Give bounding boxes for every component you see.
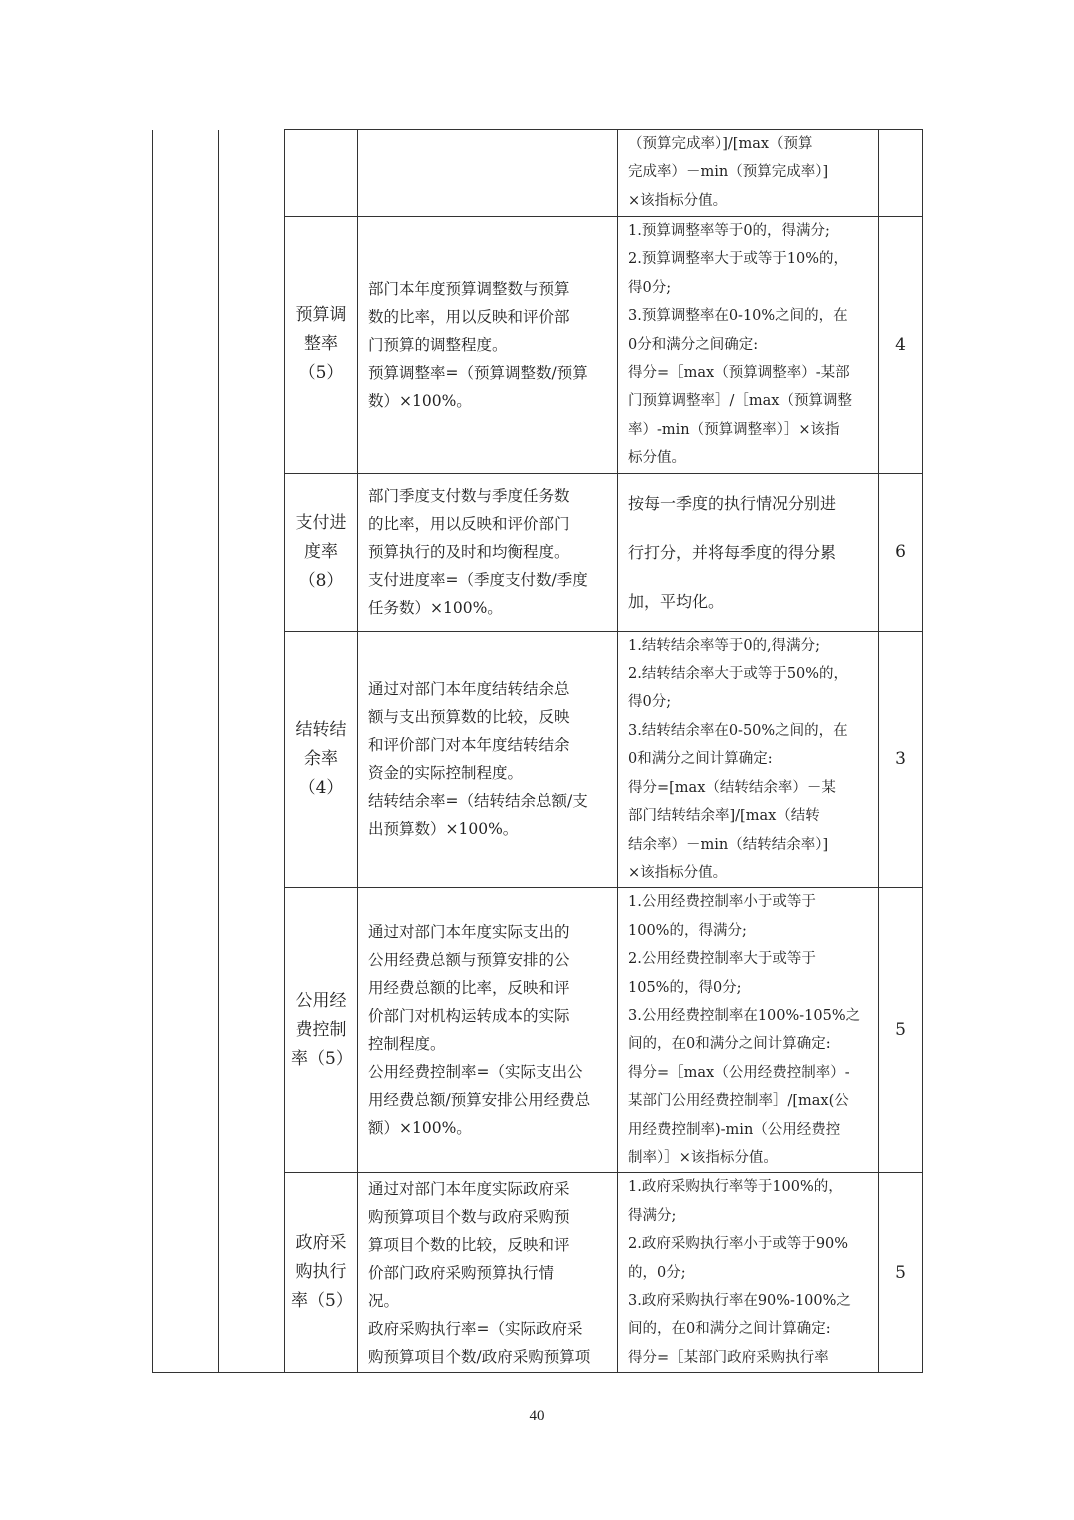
scoring-rule-cell bbox=[618, 1173, 879, 1373]
text-line: ×该指标分值。 bbox=[628, 864, 728, 881]
text-line: 政府采 bbox=[295, 1233, 347, 1254]
text-line: 况。 bbox=[368, 1291, 400, 1310]
text-line: ×该指标分值。 bbox=[628, 192, 728, 209]
text-line: 公用经 bbox=[295, 990, 347, 1011]
text-line: 价部门对机构运转成本的实际 bbox=[368, 1007, 570, 1026]
text-line: 门预算调整率］/［max（预算调整 bbox=[628, 393, 852, 410]
page-number: 40 bbox=[529, 1408, 545, 1424]
text-line: （预算完成率）]/[max（预算 bbox=[628, 136, 813, 152]
text-line: 2.政府采购执行率小于或等于90% bbox=[628, 1236, 849, 1253]
text-line: 按每一季度的执行情况分别进 bbox=[628, 493, 837, 513]
text-line: 得0分; bbox=[628, 279, 672, 296]
text-line: 和评价部门对本年度结转结余 bbox=[368, 736, 570, 755]
text-line: 0分和满分之间确定: bbox=[628, 336, 759, 353]
text-line: 资金的实际控制程度。 bbox=[368, 764, 524, 783]
text-line: 部门结转结余率]/[max（结转 bbox=[628, 808, 820, 825]
text-line: 率（5） bbox=[291, 1291, 353, 1312]
text-line: 得0分; bbox=[628, 694, 672, 711]
text-line: 间的，在0和满分之间计算确定: bbox=[628, 1036, 831, 1053]
text-line: 出预算数）×100%。 bbox=[368, 820, 519, 839]
text-line: （4） bbox=[298, 777, 344, 798]
text-line: 得分=［max（公用经费控制率）- bbox=[628, 1064, 850, 1081]
text-line: 结余率）－min（结转结余率）] bbox=[628, 836, 829, 853]
indicator-name-cell bbox=[285, 130, 358, 217]
text-line: 支付进 bbox=[295, 512, 347, 533]
text-line: 率（5） bbox=[291, 1048, 353, 1069]
text-line: 行打分，并将每季度的得分累 bbox=[628, 542, 837, 562]
text-line: 2.结转结余率大于或等于50%的， bbox=[628, 666, 849, 683]
text-line: 通过对部门本年度实际政府采 bbox=[368, 1179, 570, 1198]
text-line: 3.结转结余率在0-50%之间的，在 bbox=[628, 722, 848, 739]
text-line: 通过对部门本年度结转结余总 bbox=[368, 680, 570, 699]
text-line: 加，平均化。 bbox=[628, 591, 725, 611]
text-line: （5） bbox=[298, 363, 344, 384]
text-line: 控制程度。 bbox=[368, 1035, 446, 1054]
text-line: 用经费总额的比率，反映和评 bbox=[368, 979, 570, 998]
indicator-name-cell bbox=[285, 217, 358, 474]
text-line: 率）-min（预算调整率）］×该指 bbox=[628, 421, 840, 438]
text-line: 购预算项目个数/政府采购预算项 bbox=[368, 1347, 591, 1366]
text-line: 余率 bbox=[304, 748, 338, 769]
text-line: 105%的，得0分; bbox=[628, 979, 742, 996]
text-line: 整率 bbox=[304, 334, 338, 355]
scoring-rule-cell bbox=[618, 473, 879, 631]
text-line: 3.预算调整率在0-10%之间的，在 bbox=[628, 308, 848, 325]
indicator-description-cell bbox=[358, 473, 618, 631]
text-line: 2.预算调整率大于或等于10%的， bbox=[628, 251, 849, 268]
text-line: 预算执行的及时和均衡程度。 bbox=[368, 543, 570, 562]
text-line: 结转结余率=（结转结余总额/支 bbox=[368, 792, 588, 811]
text-line: 3.公用经费控制率在100%-105%之 bbox=[628, 1007, 861, 1024]
text-line: 度率 bbox=[304, 541, 338, 562]
indicator-name-cell bbox=[285, 1173, 358, 1373]
scoring-rule-cell bbox=[618, 130, 879, 217]
text-line: 算项目个数的比较，反映和评 bbox=[368, 1235, 570, 1254]
text-line: 100%的，得满分; bbox=[628, 922, 747, 939]
text-line: 的比率，用以反映和评价部门 bbox=[368, 515, 570, 534]
text-line: 间的，在0和满分之间计算确定: bbox=[628, 1321, 831, 1338]
indicator-description-cell bbox=[358, 130, 618, 217]
text-line: 部门季度支付数与季度任务数 bbox=[368, 487, 570, 506]
text-line: 数）×100%。 bbox=[368, 391, 472, 410]
text-line: 购执行 bbox=[295, 1262, 347, 1283]
indicator-name-cell bbox=[285, 473, 358, 631]
text-line: 用经费控制率)-min（公用经费控 bbox=[628, 1121, 841, 1138]
text-line: 标分值。 bbox=[628, 450, 686, 467]
text-line: 3.政府采购执行率在90%-100%之 bbox=[628, 1293, 851, 1309]
score-cell: 3 bbox=[879, 631, 923, 888]
indicator-table bbox=[152, 129, 923, 1373]
text-line: 的，0分; bbox=[628, 1264, 686, 1281]
text-line: 1.公用经费控制率小于或等于 bbox=[628, 894, 816, 911]
text-line: 1.预算调整率等于0的，得满分; bbox=[628, 223, 830, 239]
text-line: 2.公用经费控制率大于或等于 bbox=[628, 951, 816, 968]
text-line: 预算调整率=（预算调整数/预算 bbox=[368, 363, 588, 382]
text-line: 1.政府采购执行率等于100%的， bbox=[628, 1179, 843, 1196]
scoring-rule-cell bbox=[618, 888, 879, 1173]
text-line: 0和满分之间计算确定: bbox=[628, 751, 773, 768]
level2-column-cell bbox=[219, 130, 285, 1373]
text-line: 公用经费总额与预算安排的公 bbox=[368, 951, 570, 970]
text-line: 部门本年度预算调整数与预算 bbox=[368, 279, 570, 298]
text-line: 门预算的调整程度。 bbox=[368, 335, 508, 354]
level1-column-cell bbox=[153, 130, 219, 1373]
text-line: 得分=［max（预算调整率）-某部 bbox=[628, 365, 850, 382]
indicator-name-cell bbox=[285, 888, 358, 1173]
text-line: 预算调 bbox=[295, 305, 347, 326]
text-line: 得分=[max（结转结余率）－某 bbox=[628, 779, 836, 796]
text-line: 通过对部门本年度实际支出的 bbox=[368, 923, 570, 942]
indicator-description-cell bbox=[358, 888, 618, 1173]
scoring-rule-cell bbox=[618, 217, 879, 474]
indicator-description-cell bbox=[358, 217, 618, 474]
text-line: 任务数）×100%。 bbox=[368, 599, 503, 618]
text-line: 数的比率，用以反映和评价部 bbox=[368, 307, 570, 326]
text-line: 得分=［某部门政府采购执行率 bbox=[628, 1349, 829, 1366]
text-line: 费控制 bbox=[295, 1019, 347, 1040]
score-cell bbox=[879, 130, 923, 217]
score-cell: 6 bbox=[879, 473, 923, 631]
text-line: 政府采购执行率=（实际政府采 bbox=[368, 1319, 583, 1338]
text-line: 支付进度率=（季度支付数/季度 bbox=[368, 571, 588, 590]
score-cell: 5 bbox=[879, 888, 923, 1173]
text-line: 1.结转结余率等于0的,得满分; bbox=[628, 637, 821, 654]
text-line: 完成率）－min（预算完成率）] bbox=[628, 164, 829, 181]
text-line: 用经费总额/预算安排公用经费总 bbox=[368, 1091, 591, 1110]
text-line: 制率）］×该指标分值。 bbox=[628, 1149, 778, 1166]
text-line: 额）×100%。 bbox=[368, 1119, 472, 1138]
indicator-name-cell bbox=[285, 631, 358, 888]
text-line: （8） bbox=[298, 570, 344, 591]
text-line: 购预算项目个数与政府采购预 bbox=[368, 1207, 570, 1226]
text-line: 公用经费控制率=（实际支出公 bbox=[368, 1063, 583, 1082]
text-line: 结转结 bbox=[295, 719, 347, 740]
text-line: 得满分; bbox=[628, 1207, 677, 1224]
text-line: 某部门公用经费控制率］/[max(公 bbox=[628, 1093, 849, 1110]
indicator-description-cell bbox=[358, 1173, 618, 1373]
text-line: 价部门政府采购预算执行情 bbox=[368, 1263, 555, 1282]
score-cell: 5 bbox=[879, 1173, 923, 1373]
table-row bbox=[153, 130, 923, 217]
indicator-description-cell bbox=[358, 631, 618, 888]
score-cell: 4 bbox=[879, 217, 923, 474]
text-line: 额与支出预算数的比较，反映 bbox=[368, 708, 570, 727]
scoring-rule-cell bbox=[618, 631, 879, 888]
